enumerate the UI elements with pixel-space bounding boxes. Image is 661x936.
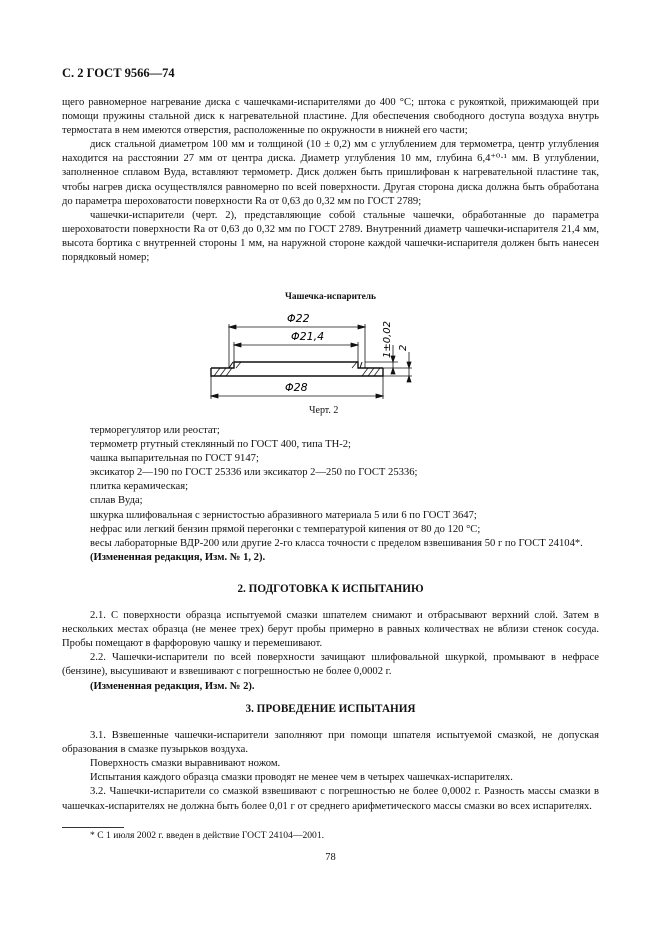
paragraph-cups: чашечки-испарители (черт. 2), представляющие собой стальные чашечки, обработанные до параметра шероховатости поверхности Ra от 0,63 до 0,32 мм по ГОСТ 2789. Внутренний диаметр чашечки-испарителя 21,4 мм, высота бортика с внутренней стороны 1 мм, на наружной стороне каждой чашечки-испарителя должен быть нанесен порядковый номер;	[62, 209, 599, 264]
section-preparation	[62, 582, 599, 694]
paragraph-3-1: 3.1. Взвешенные чашечки-испарители заполняют при помощи шпателя испытуемой смазкой, не допуская образования в смазке пузырьков воздуха.	[62, 730, 599, 756]
page-number: 78	[325, 852, 336, 863]
amendment-note: (Измененная редакция, Изм. № 2).	[90, 680, 255, 692]
paragraph-3-2: 3.2. Чашечки-испарители со смазкой взвешивают с погрешностью не более 0,0002 г. Разность массы смазки в чашечках-испарителях не должна быть более 0,01 г от среднего арифметического массы смазки во всех испарителях.	[62, 786, 599, 812]
list-item: терморегулятор или реостат;	[90, 425, 220, 436]
list-item: термометр ртутный стеклянный по ГОСТ 400, типа ТН-2;	[90, 439, 352, 451]
dim-height-label: 2	[398, 344, 409, 351]
paragraph-disk: диск стальной диаметром 100 мм и толщиной (10 ± 0,2) мм с углублением для термометра, центр углубления находится на расстоянии 27 мм от центра диска. Диаметр углубления 10 мм, глубина 6,4⁺⁰·¹ мм. В углублении, заполненное сплавом Вуда, вставляют термометр. Диск должен быть пришлифован к нагревательной пластине так, чтобы нагрев диска осуществлялся равномерно по всей поверхности. Другая сторона диска должна быть обработана до параметра шероховатости поверхности Ra от 0,63 до 0,32 мм по ГОСТ 2789;	[62, 139, 599, 207]
cup-hatch	[214, 362, 380, 376]
section-title: 3. ПРОВЕДЕНИЕ ИСПЫТАНИЯ	[245, 703, 416, 715]
dim-outer-label: Φ22	[287, 312, 310, 325]
dim-inner	[234, 342, 358, 362]
list-item: нефрас или легкий бензин прямой перегонки с температурой кипения от 80 до 120 °С;	[90, 523, 481, 535]
list-item: шкурка шлифовальная с зернистостью абразивного материала 5 или 6 по ГОСТ 3647;	[90, 509, 477, 521]
paragraph-2-1: 2.1. С поверхности образца испытуемой смазки шпателем снимают и отбрасывают верхний слой. Затем в нескольких местах образца (не менее трех) берут пробы примерно в равных количествах не вблизи стенок сосуда. Пробы помещают в фарфоровую чашку и перемешивают.	[62, 610, 599, 650]
paragraph-3-1c: Испытания каждого образца смазки проводят не менее чем в четырех чашечках-испарителях.	[90, 772, 513, 784]
footnote-divider	[62, 827, 124, 828]
figure-caption: Чашечка-испаритель	[284, 292, 377, 302]
figure-label: Черт. 2	[309, 405, 339, 416]
amendment-note: (Измененная редакция, Изм. № 1, 2).	[90, 551, 266, 563]
equipment-list	[62, 424, 599, 565]
paragraph-3-1b: Поверхность смазки выравнивают ножом.	[90, 758, 281, 770]
list-item-scales: весы лабораторные ВДР-200 или другие 2-го класса точности с пределом взвешивания 50 г по ГОСТ 24104*.	[90, 537, 583, 549]
paragraph-2-2: 2.2. Чашечки-испарители по всей поверхности зачищают шлифовальной шкуркой, промывают в нефрасе (бензине), высушивают и взвешивают с погрешностью не более 0,0002 г.	[62, 652, 599, 678]
list-item: эксикатор 2—190 по ГОСТ 25336 или эксикатор 2—250 по ГОСТ 25336;	[90, 467, 418, 479]
cup-section	[211, 362, 383, 376]
list-item: чашка выпарительная по ГОСТ 9147;	[90, 453, 259, 465]
dim-rim-label: 1±0,02	[382, 320, 393, 358]
footnote: * С 1 июля 2002 г. введен в действие ГОСТ 24104—2001.	[90, 830, 325, 841]
list-item: сплав Вуда;	[90, 495, 143, 507]
dim-inner-label: Φ21,4	[291, 330, 325, 343]
section-testing	[62, 702, 599, 814]
dim-bottom-label: Φ28	[285, 381, 308, 394]
section-title: 2. ПОДГОТОВКА К ИСПЫТАНИЮ	[237, 583, 424, 595]
page-header: С. 2 ГОСТ 9566—74	[62, 66, 175, 80]
list-item: плитка керамическая;	[90, 481, 189, 493]
paragraph-thermostat: щего равномерное нагревание диска с чашечками-испарителями до 400 °С; штока с рукояткой, прижимающей при помощи пружины стальной диск к нагревательной пластине. Для обеспечения свободного доступа воздуха внутрь термостата в нем имеются отверстия, расположенные по окружности в нижней его части;	[62, 97, 599, 137]
